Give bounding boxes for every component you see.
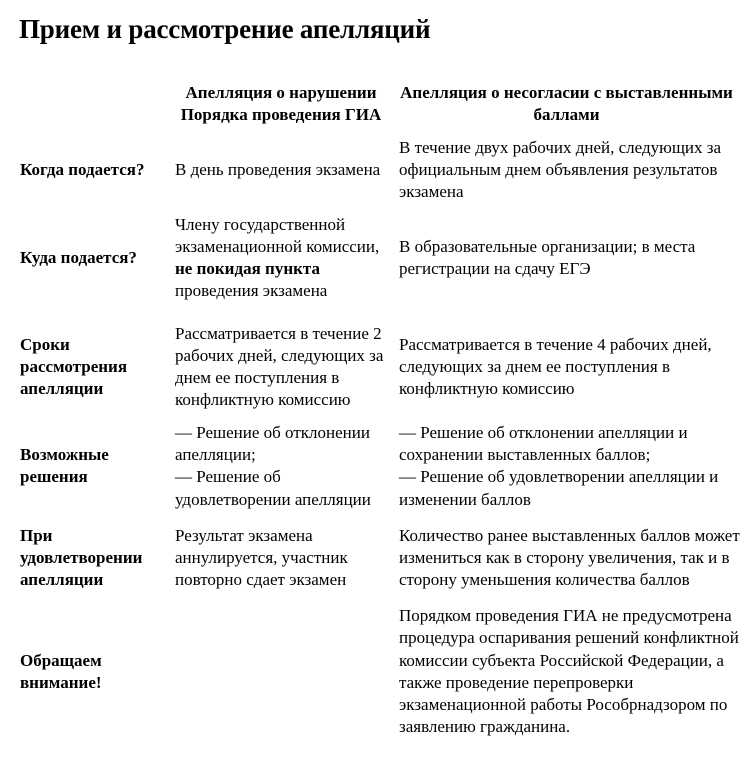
- cell-score-disagreement: Количество ранее выставленных баллов может измениться как в сторону увеличения, так и в сторону уменьшения количества баллов: [399, 525, 740, 589]
- column-header-score-disagreement: Апелляция о несогласии с выставленными баллами: [400, 82, 733, 124]
- row-header: Обращаем внимание!: [20, 650, 102, 692]
- corner-cell: [14, 72, 169, 136]
- table-row: [14, 605, 740, 739]
- cell-score-disagreement: — Решение об отклонении апелляции и сохранении выставленных баллов; — Решение об удовлетворении апелляции и изменении баллов: [399, 423, 719, 509]
- cell-procedure-violation: — Решение об отклонении апелляции; — Решение об удовлетворении апелляции: [175, 423, 371, 509]
- row-header: Сроки рассмотрения апелляции: [20, 334, 128, 399]
- cell-procedure-violation: Результат экзамена аннулируется, участник повторно сдает экзамен: [175, 525, 348, 589]
- row-header: Когда подается?: [20, 159, 145, 179]
- cell-score-disagreement: Порядком проведения ГИА не предусмотрена процедура оспаривания решений конфликтной комиссии субъекта Российской Федерации, а также проведение перепроверки экзаменационной работы Рособрнадзором по заявлению гражданина.: [399, 606, 739, 737]
- table-row: [14, 422, 740, 511]
- row-header: Куда подается?: [20, 247, 137, 267]
- emphasis-text: не покидая пункта: [175, 259, 320, 278]
- cell-score-disagreement: В образовательные организации; в места регистрации на сдачу ЕГЭ: [399, 236, 696, 278]
- table-row: [14, 136, 740, 204]
- table-header-row: [14, 72, 740, 136]
- table-row: [14, 312, 740, 422]
- cell-procedure-violation: В день проведения экзамена: [175, 159, 381, 179]
- cell-procedure-violation: Члену государственной экзаменационной комиссии, не покидая пункта проведения экзамена: [169, 204, 393, 312]
- cell-procedure-violation: Рассматривается в течение 2 рабочих дней, следующих за днем ее поступления в конфликтную комиссию: [175, 323, 384, 410]
- cell-score-disagreement: В течение двух рабочих дней, следующих за официальным днем объявления результатов экзамена: [399, 137, 722, 202]
- column-header-procedure-violation: Апелляция о нарушении Порядка проведения ГИА: [180, 82, 382, 124]
- page-title: Прием и рассмотрение апелляций: [19, 14, 431, 44]
- appeals-table: [14, 72, 740, 739]
- table-row: [14, 511, 740, 605]
- cell-score-disagreement: Рассматривается в течение 4 рабочих дней, следующих за днем ее поступления в конфликтную комиссию: [399, 334, 712, 399]
- row-header: При удовлетворении апелляции: [20, 525, 143, 589]
- row-header: Возможные решения: [20, 445, 109, 487]
- cell-procedure-violation-empty: [169, 605, 393, 739]
- table-row: [14, 204, 740, 312]
